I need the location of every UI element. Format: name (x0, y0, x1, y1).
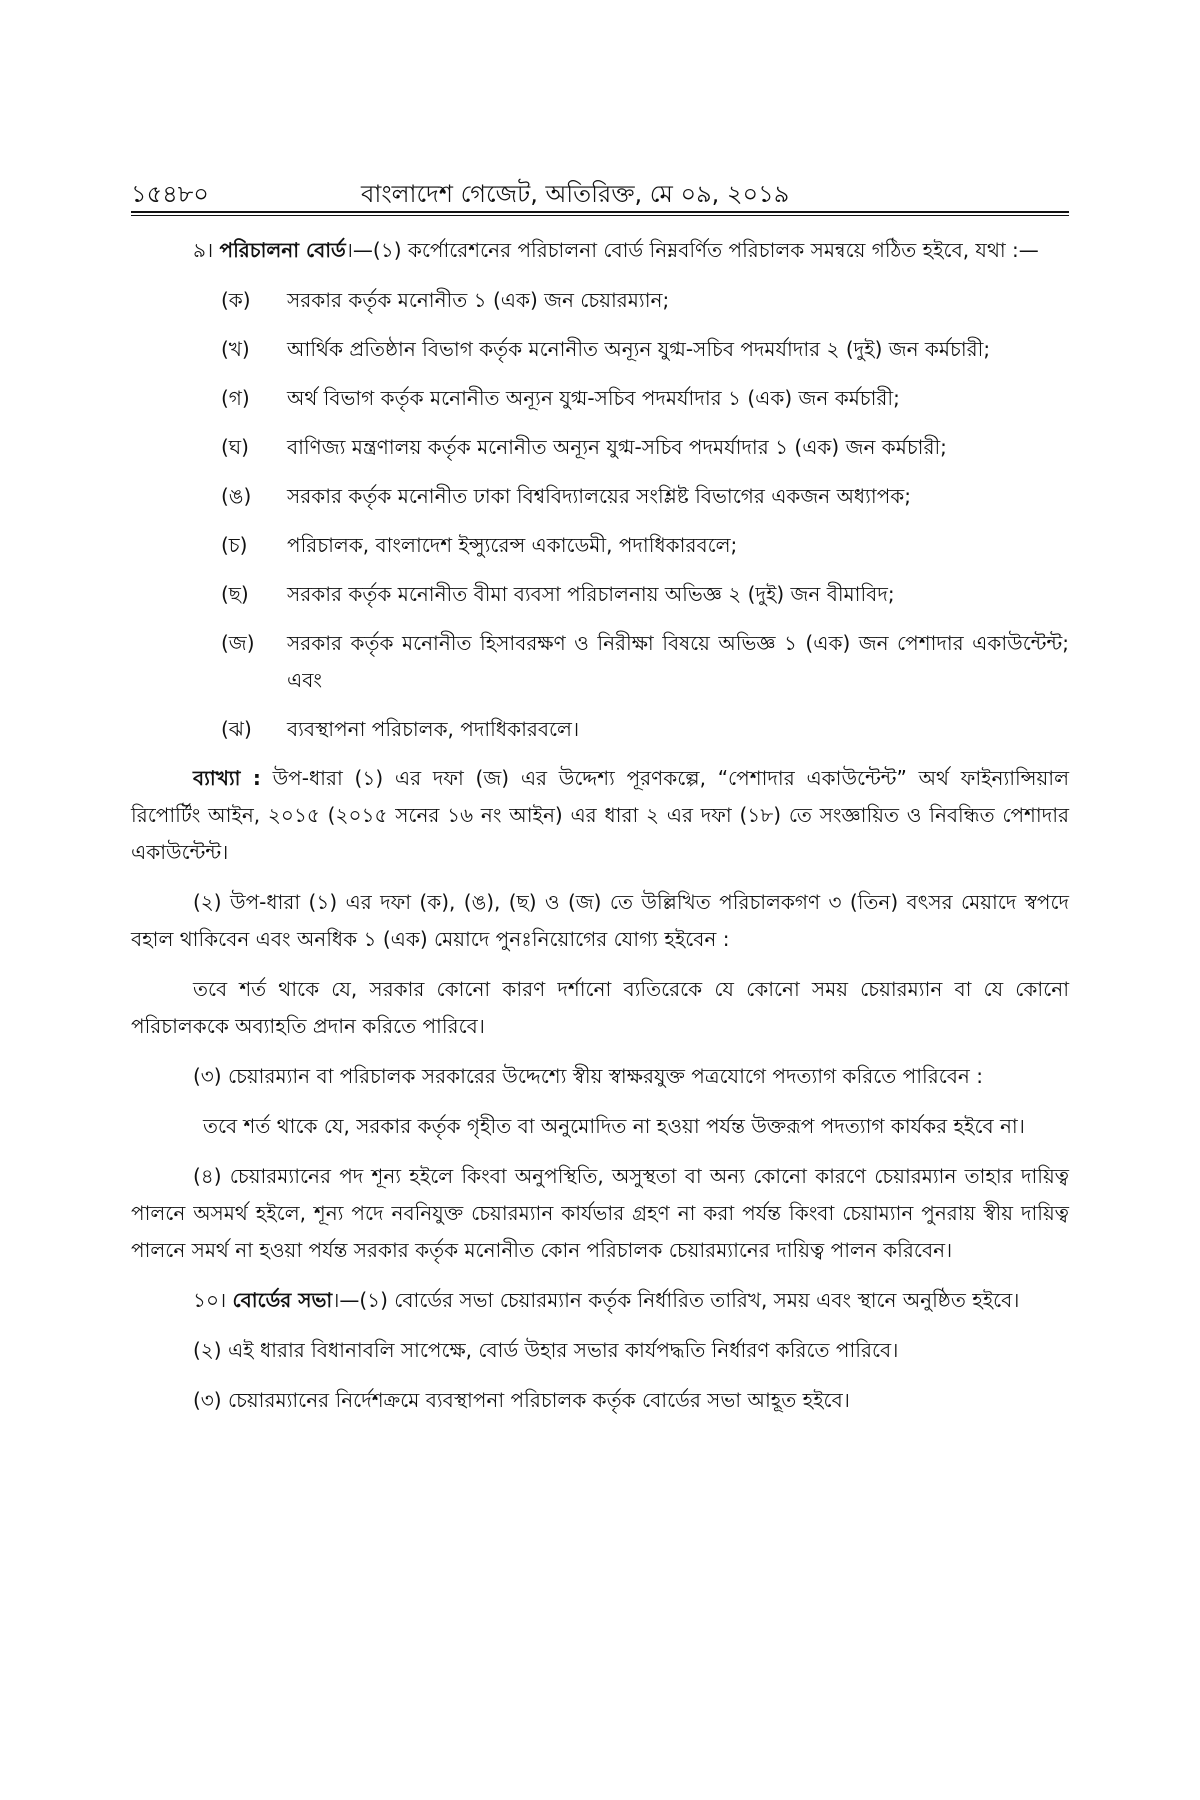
list-item (131, 331, 1069, 368)
page-header (131, 176, 1069, 206)
header-rule-thin (131, 215, 1069, 216)
section-9-subsection-4: (৪) চেয়ারম্যানের পদ শূন্য হইলে কিংবা অনুপস্থিতি, অসুস্থতা বা অন্য কোনো কারণে চেয়ারম্যান তাহার দায়িত্ব পালনে অসমর্থ হইলে, শূন্য পদে নবনিযুক্ত চেয়ারম্যান কার্যভার গ্রহণ না করা পর্যন্ত কিংবা চেয়াম্যান পুনরায় স্বীয় দায়িত্ব পালনে সমর্থ না হওয়া পর্যন্ত সরকার কর্তৃক মনোনীত কোন পরিচালক চেয়ারম্যানের দায়িত্ব পালন করিবেন। (131, 1164, 1069, 1262)
page-number: ১৫৪৮০ (131, 180, 209, 208)
list-item-label: (চ) (221, 533, 248, 557)
list-item-label: (ছ) (221, 582, 249, 606)
list-item-label: (জ) (221, 631, 255, 655)
section-10-intro-text: ।—(১) বোর্ডের সভা চেয়ারম্যান কর্তৃক নির্ধারিত তারিখ, সময় এবং স্থানে অনুষ্ঠিত হইবে। (332, 1288, 1020, 1312)
explanation-paragraph (131, 760, 1069, 871)
list-item-label: (ঙ) (221, 484, 252, 508)
section-10-heading: বোর্ডের সভা (232, 1288, 333, 1312)
list-item-text: বাণিজ্য মন্ত্রণালয় কর্তৃক মনোনীত অন্যূন যুগ্ম-সচিব পদমর্যাদার ১ (এক) জন কর্মচারী; (287, 435, 947, 459)
list-item (131, 380, 1069, 417)
section-9-proviso-2: তবে শর্ত থাকে যে, সরকার কোনো কারণ দর্শানো ব্যতিরেকে যে কোনো সময় চেয়ারম্যান বা যে কোনো পরিচালককে অব্যাহতি প্রদান করিতে পারিবে। (131, 977, 1069, 1038)
section-9-intro-text: ।—(১) কর্পোরেশনের পরিচালনা বোর্ড নিম্নবর্ণিত পরিচালক সমন্বয়ে গঠিত হইবে, যথা :— (345, 238, 1039, 262)
director-list (131, 282, 1069, 748)
list-item (131, 478, 1069, 515)
section-10-subsection-3: (৩) চেয়ারম্যানের নির্দেশক্রমে ব্যবস্থাপনা পরিচালক কর্তৃক বোর্ডের সভা আহূত হইবে। (193, 1388, 850, 1412)
explanation-text: উপ-ধারা (১) এর দফা (জ) এর উদ্দেশ্য পূরণকল্পে, “পেশাদার একাউন্টেন্ট” অর্থ ফাইন্যান্সিয়াল রিপোর্টিং আইন, ২০১৫ (২০১৫ সনের ১৬ নং আইন) এর ধারা ২ এর দফা (১৮) তে সংজ্ঞায়িত ও নিবন্ধিত পেশাদার একাউন্টেন্ট। (131, 766, 1069, 864)
list-item (131, 711, 1069, 748)
list-item-label: (ঘ) (221, 435, 249, 459)
explanation-label: ব্যাখ্যা : (193, 766, 261, 790)
list-item-text: ব্যবস্থাপনা পরিচালক, পদাধিকারবলে। (287, 717, 580, 741)
list-item (131, 429, 1069, 466)
list-item (131, 282, 1069, 319)
list-item (131, 576, 1069, 613)
list-item (131, 527, 1069, 564)
section-10-intro (131, 1282, 1069, 1319)
list-item-text: সরকার কর্তৃক মনোনীত ঢাকা বিশ্ববিদ্যালয়ের সংশ্লিষ্ট বিভাগের একজন অধ্যাপক; (287, 484, 912, 508)
section-9-number: ৯। (193, 238, 214, 262)
list-item-label: (খ) (221, 337, 250, 361)
list-item (131, 625, 1069, 699)
document-body (131, 232, 1069, 1432)
section-9-intro (131, 232, 1069, 269)
header-rule-thick (131, 211, 1069, 213)
list-item-label: (গ) (221, 386, 250, 410)
list-item-text: অর্থ বিভাগ কর্তৃক মনোনীত অন্যূন যুগ্ম-সচিব পদমর্যাদার ১ (এক) জন কর্মচারী; (287, 386, 900, 410)
section-9-heading: পরিচালনা বোর্ড (219, 238, 346, 262)
list-item-text: সরকার কর্তৃক মনোনীত ১ (এক) জন চেয়ারম্যান; (287, 288, 670, 312)
section-9-subsection-3: (৩) চেয়ারম্যান বা পরিচালক সরকারের উদ্দেশ্যে স্বীয় স্বাক্ষরযুক্ত পত্রযোগে পদত্যাগ করিতে পারিবেন : (193, 1064, 983, 1088)
section-9-subsection-2: (২) উপ-ধারা (১) এর দফা (ক), (ঙ), (ছ) ও (জ) তে উল্লিখিত পরিচালকগণ ৩ (তিন) বৎসর মেয়াদে স্বপদে বহাল থাকিবেন এবং অনধিক ১ (এক) মেয়াদে পুনঃনিয়োগের যোগ্য হইবেন : (131, 890, 1069, 951)
list-item-label: (ক) (221, 288, 251, 312)
section-9-proviso-3: তবে শর্ত থাকে যে, সরকার কর্তৃক গৃহীত বা অনুমোদিত না হওয়া পর্যন্ত উক্তরূপ পদত্যাগ কার্যকর হইবে না। (203, 1114, 1025, 1138)
list-item-text: পরিচালক, বাংলাদেশ ইন্স্যুরেন্স একাডেমী, পদাধিকারবলে; (287, 533, 738, 557)
list-item-label: (ঝ) (221, 717, 252, 741)
list-item-text: সরকার কর্তৃক মনোনীত বীমা ব্যবসা পরিচালনায় অভিজ্ঞ ২ (দুই) জন বীমাবিদ; (287, 582, 895, 606)
gazette-title: বাংলাদেশ গেজেট, অতিরিক্ত, মে ০৯, ২০১৯ (361, 180, 790, 208)
list-item-text: সরকার কর্তৃক মনোনীত হিসাবরক্ষণ ও নিরীক্ষা বিষয়ে অভিজ্ঞ ১ (এক) জন পেশাদার একাউন্টেন্ট; এবং (287, 631, 1069, 692)
section-10-number: ১০। (193, 1288, 227, 1312)
list-item-text: আর্থিক প্রতিষ্ঠান বিভাগ কর্তৃক মনোনীত অন্যূন যুগ্ম-সচিব পদমর্যাদার ২ (দুই) জন কর্মচারী; (287, 337, 991, 361)
section-10-subsection-2: (২) এই ধারার বিধানাবলি সাপেক্ষে, বোর্ড উহার সভার কার্যপদ্ধতি নির্ধারণ করিতে পারিবে। (193, 1338, 899, 1362)
